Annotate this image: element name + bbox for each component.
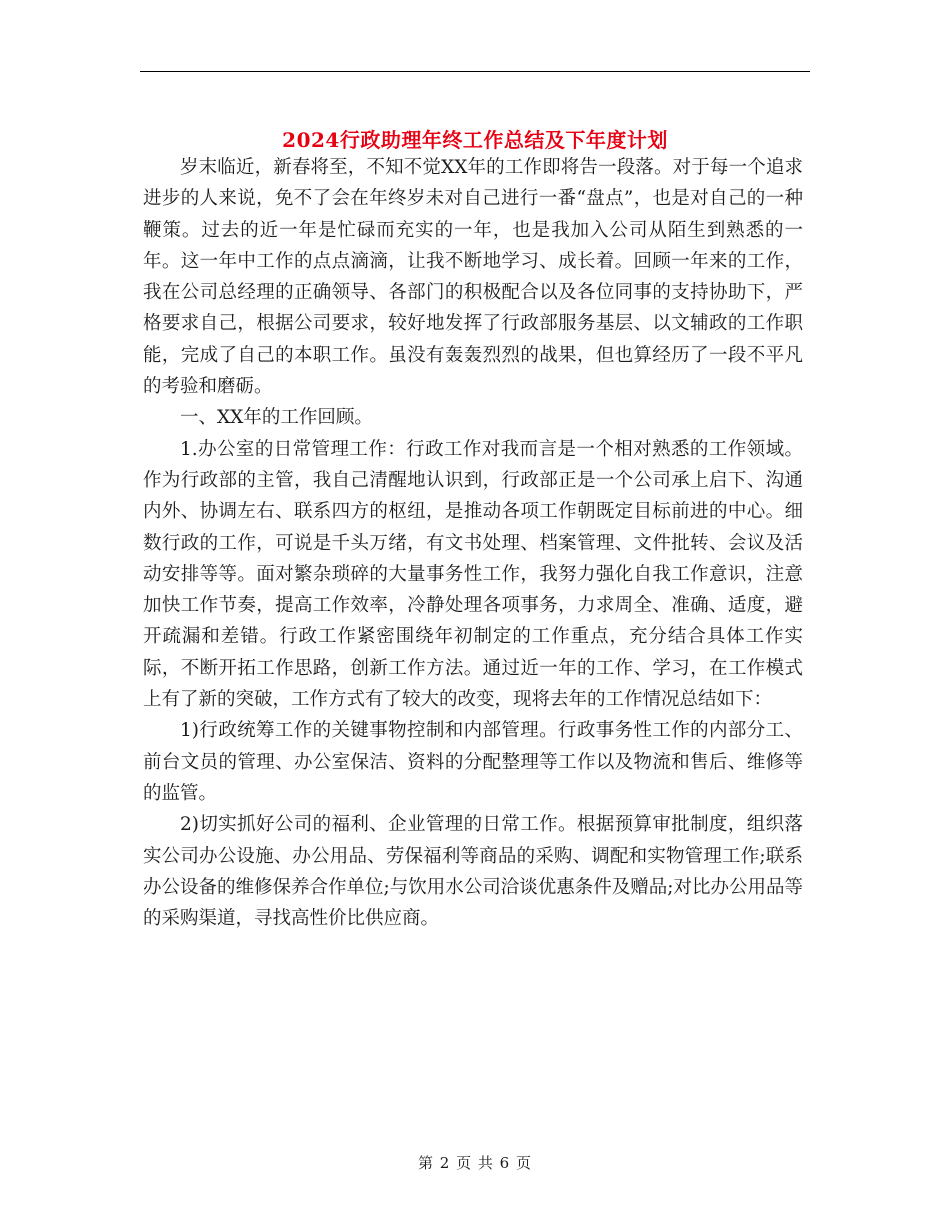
page-number-footer: 第 2 页 共 6 页 (418, 1154, 532, 1172)
document-title: 2024行政助理年终工作总结及下年度计划 (282, 128, 668, 153)
section-heading: 一、XX年的工作回顾。 (180, 407, 373, 429)
paragraph-intro: 岁末临近，新春将至，不知不觉XX年的工作即将告一段落。对于每一个追求进步的人来说，免不了会在年终岁未对自己进行一番“盘点”，也是对自己的一种鞭策。过去的近一年是忙碌而充实的一年，也是我加入公司从陌生到熟悉的一年。这一年中工作的点点滴滴，让我不断地学习、成长着。回顾一年来的工作，我在公司总经理的正确领导、各部门的积极配合以及各位同事的支持协助下，严格要求自己，根据公司要求，较好地发挥了行政部服务基层、以文辅政的工作职能，完成了自己的本职工作。虽没有轰轰烈烈的战果，但也算经历了一段不平凡的考验和磨砺。 (143, 157, 803, 398)
paragraph-office-management: 1.办公室的日常管理工作：行政工作对我而言是一个相对熟悉的工作领域。作为行政部的主管，我自己清醒地认识到，行政部正是一个公司承上启下、沟通内外、协调左右、联系四方的枢纽，是推动各项工作朝既定目标前进的中心。细数行政的工作，可说是千头万绪，有文书处理、档案管理、文件批转、会议及活动安排等等。面对繁杂琐碎的大量事务性工作，我努力强化自我工作意识，注意加快工作节奏，提高工作效率，冷静处理各项事务，力求周全、准确、适度，避开疏漏和差错。行政工作紧密围绕年初制定的工作重点，充分结合具体工作实际，不断开拓工作思路，创新工作方法。通过近一年的工作、学习，在工作模式上有了新的突破，工作方式有了较大的改变，现将去年的工作情况总结如下： (143, 438, 803, 711)
header-rule (140, 71, 810, 72)
paragraph-item-1: 1)行政统筹工作的关键事物控制和内部管理。行政事务性工作的内部分工、前台文员的管理、办公室保洁、资料的分配整理等工作以及物流和售后、维修等的监管。 (143, 720, 803, 804)
document-body (143, 152, 803, 934)
paragraph-item-2: 2)切实抓好公司的福利、企业管理的日常工作。根据预算审批制度，组织落实公司办公设施、办公用品、劳保福利等商品的采购、调配和实物管理工作;联系办公设备的维修保养合作单位;与饮用水公司洽谈优惠条件及赠品;对比办公用品等的采购渠道，寻找高性价比供应商。 (143, 814, 803, 930)
